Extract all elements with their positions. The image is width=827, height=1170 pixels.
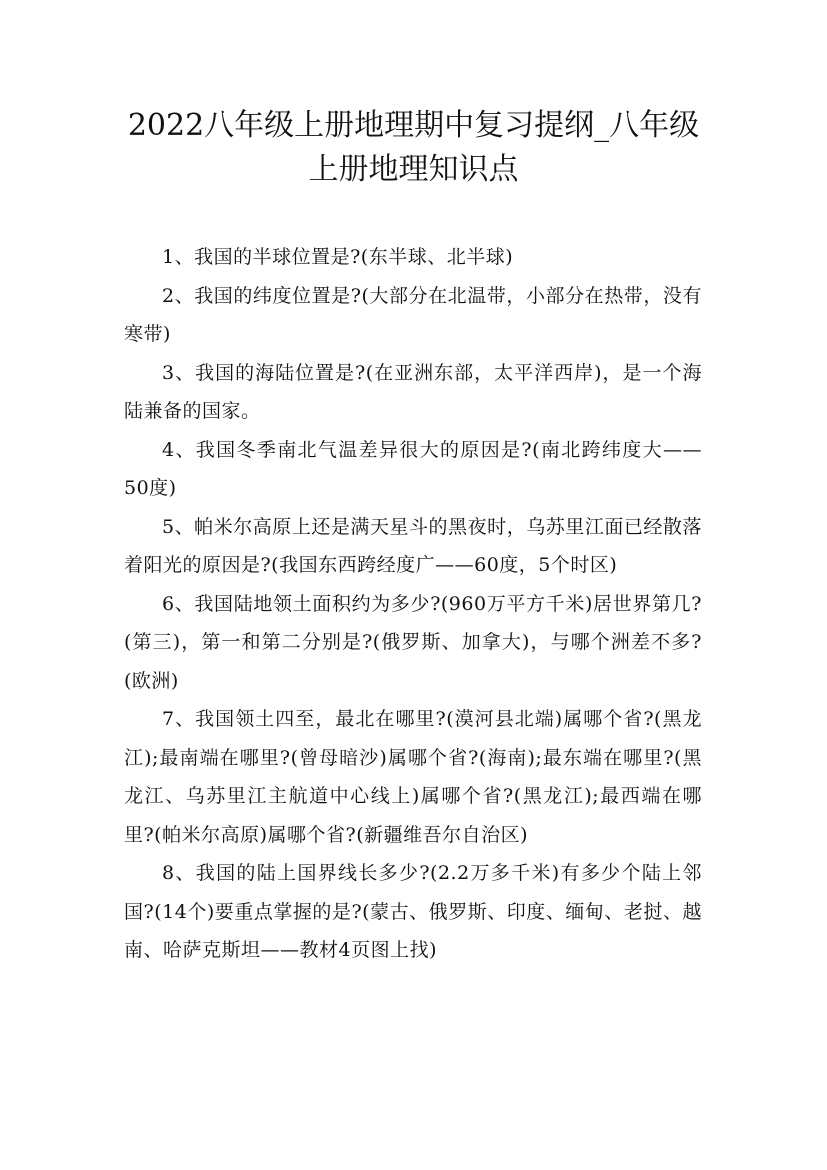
title-line-1: 2022八年级上册地理期中复习提纲_八年级 [127, 108, 700, 143]
paragraph-6: 6、我国陆地领土面积约为多少?(960万平方千米)居世界第几?(第三)，第一和第二分别是?(俄罗斯、加拿大)，与哪个洲差不多?(欧洲) [124, 592, 702, 692]
paragraph-3: 3、我国的海陆位置是?(在亚洲东部，太平洋西岸)，是一个海陆兼备的国家。 [124, 361, 702, 422]
paragraph-8: 8、我国的陆上国界线长多少?(2.2万多千米)有多少个陆上邻国?(14个)要重点掌握的是?(蒙古、俄罗斯、印度、缅甸、老挝、越南、哈萨克斯坦——教材4页图上找) [124, 862, 702, 961]
paragraph-7: 7、我国领土四至，最北在哪里?(漠河县北端)属哪个省?(黑龙江);最南端在哪里?(曾母暗沙)属哪个省?(海南);最东端在哪里?(黑龙江、乌苏里江主航道中心线上)属哪个省?(黑龙江);最西端在哪里?(帕米尔高原)属哪个省?(新疆维吾尔自治区) [124, 708, 702, 846]
document-body [124, 238, 702, 970]
title-line-2: 上册地理知识点 [308, 152, 519, 187]
paragraph-5: 5、帕米尔高原上还是满天星斗的黑夜时，乌苏里江面已经散落着阳光的原因是?(我国东西跨经度广——60度，5个时区) [124, 515, 702, 576]
paragraph-1: 1、我国的半球位置是?(东半球、北半球) [162, 246, 514, 268]
paragraph-2: 2、我国的纬度位置是?(大部分在北温带，小部分在热带，没有寒带) [124, 284, 702, 345]
page-title [100, 104, 727, 192]
paragraph-4: 4、我国冬季南北气温差异很大的原因是?(南北跨纬度大——50度) [124, 438, 702, 499]
